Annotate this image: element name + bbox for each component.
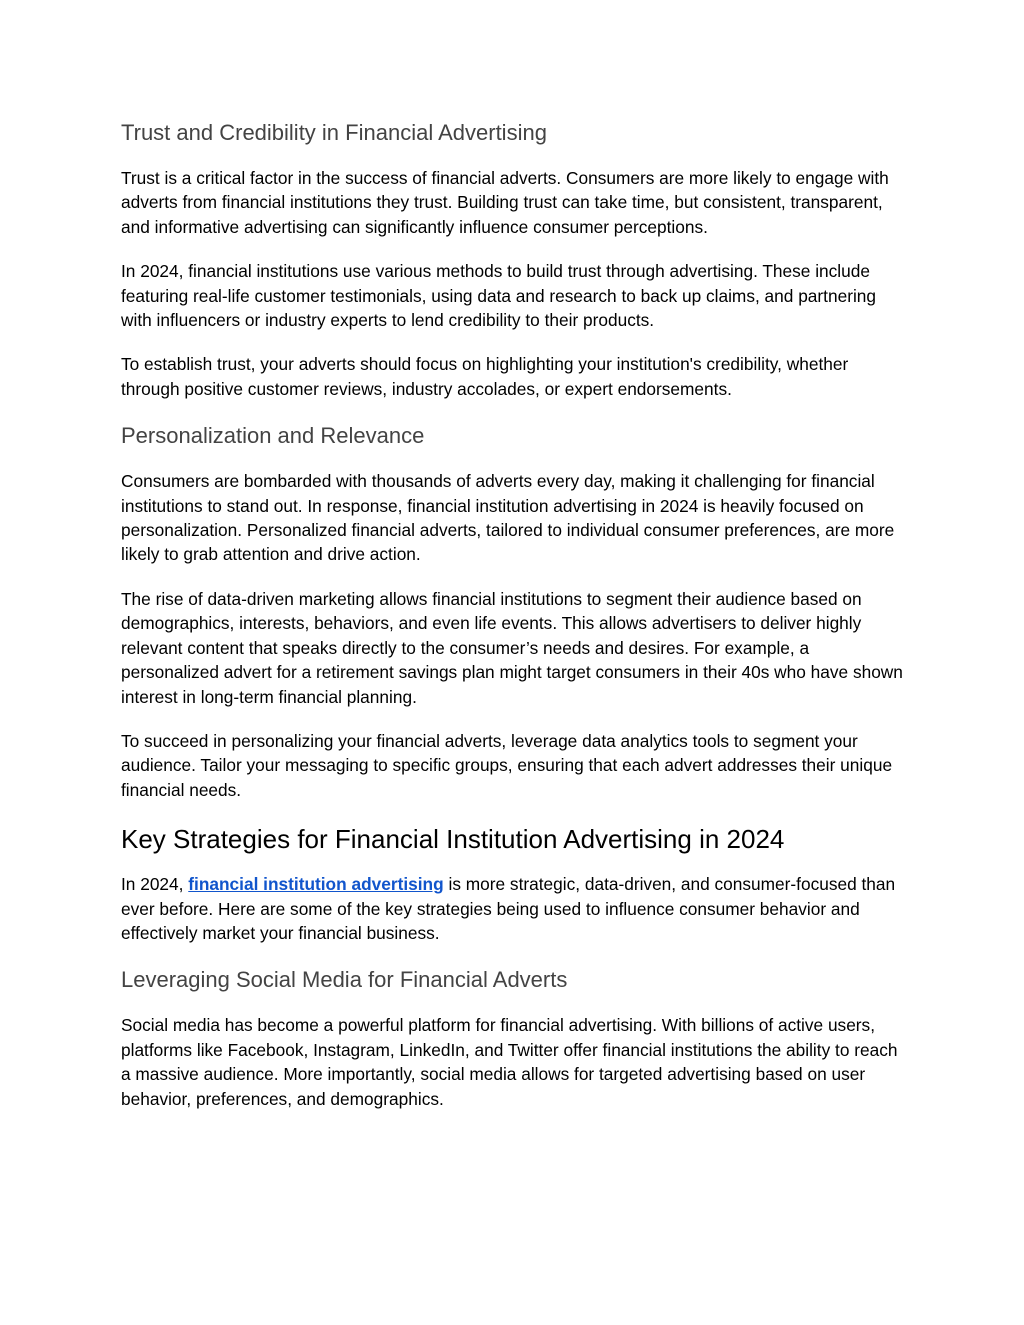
heading-key-strategies: Key Strategies for Financial Institution Advertising in 2024 — [121, 824, 785, 855]
heading-social-media: Leveraging Social Media for Financial Adverts — [121, 967, 568, 993]
paragraph-trust-3: To establish trust, your adverts should focus on highlighting your institution's credibility, whether through positive customer reviews, industry accolades, or expert endorsements. — [121, 354, 849, 399]
paragraph-trust-2: In 2024, financial institutions use various methods to build trust through advertising. These include featuring real-life customer testimonials, using data and research to back up claims, and partnering with influencers or industry experts to lend credibility to their products. — [121, 261, 877, 331]
heading-trust-credibility: Trust and Credibility in Financial Advertising — [121, 120, 547, 145]
paragraph-social-1: Social media has become a powerful platform for financial advertising. With billions of active users, platforms like Facebook, Instagram, LinkedIn, and Twitter offer financial institutions the ability to reach a massive audience. More importantly, social media allows for targeted advertising based on user behavior, preferences, and demographics. — [121, 1015, 898, 1109]
financial-institution-advertising-link[interactable]: financial institution advertising — [188, 874, 444, 895]
paragraph-strategies-1 — [121, 872, 908, 945]
paragraph-personalization-1: Consumers are bombarded with thousands of adverts every day, making it challenging for financial institutions to stand out. In response, financial institution advertising in 2024 is heavily focused on personalization. Personalized financial adverts, tailored to individual consumer preferences, are more likely to grab attention and drive action. — [121, 471, 895, 565]
strategies-text-suffix: is more strategic, data-driven, and consumer-focused than ever before. Here are some of the key strategies being used to influence consumer behavior and effectively market your financial business. — [121, 874, 896, 943]
paragraph-personalization-3: To succeed in personalizing your financial adverts, leverage data analytics tools to segment your audience. Tailor your messaging to specific groups, ensuring that each advert addresses their unique financial needs. — [121, 730, 893, 800]
paragraph-trust-1: Trust is a critical factor in the success of financial adverts. Consumers are more likely to engage with adverts from financial institutions they trust. Building trust can take time, but consistent, transparent, and informative advertising can significantly influence consumer perceptions. — [121, 168, 889, 237]
strategies-text-prefix: In 2024, — [121, 874, 189, 895]
paragraph-personalization-2: The rise of data-driven marketing allows financial institutions to segment their audience based on demographics, interests, behaviors, and even life events. This allows advertisers to deliver highly relevant content that speaks directly to the consumer’s needs and desires. For example, a personalized advert for a retirement savings plan might target consumers in their 40s who have shown interest in long-term financial planning. — [121, 588, 903, 707]
heading-personalization-relevance: Personalization and Relevance — [121, 423, 425, 449]
